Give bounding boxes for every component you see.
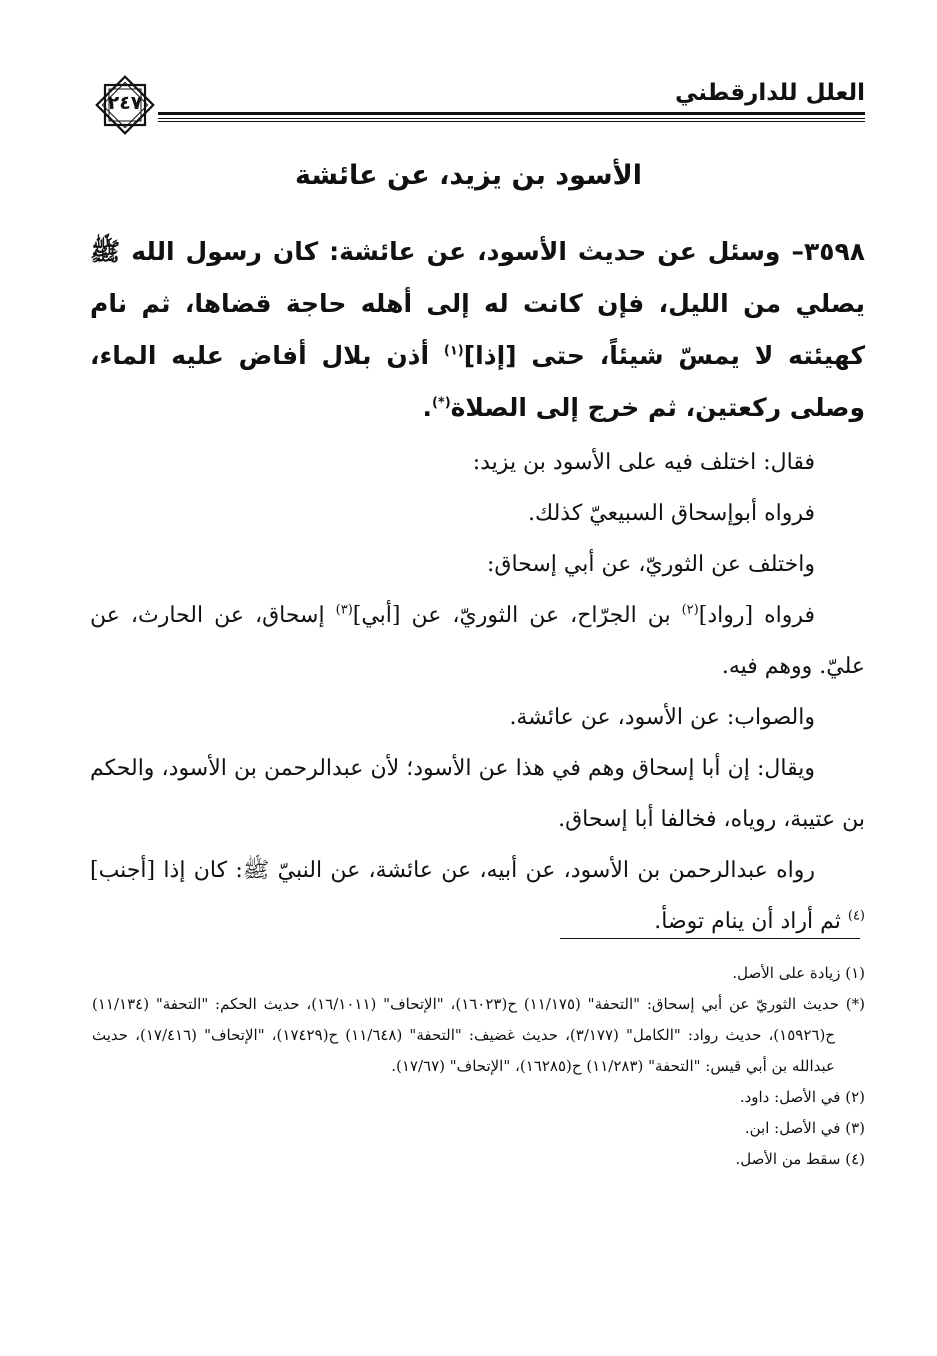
paragraph-1: فقال: اختلف فيه على الأسود بن يزيد: [472, 450, 815, 475]
section-title: الأسود بن يزيد، عن عائشة [295, 160, 642, 191]
hadith-paragraph [90, 226, 865, 434]
footnote-1: (١) زيادة على الأصل. [732, 964, 865, 982]
header-rules [158, 112, 865, 124]
footnote-ref-1: (١) [443, 343, 464, 359]
paragraph-4-b: بن الجرّاح، عن الثوريّ، عن [أبي] [352, 603, 682, 628]
footnote-ref-4: (٤) [847, 908, 865, 924]
paragraph-7-b: ثم أراد أن ينام توضأ. [654, 909, 848, 934]
header-rule-thin-2 [158, 121, 865, 122]
footnote-4: (٤) سقط من الأصل. [735, 1150, 865, 1168]
page-header [92, 72, 865, 142]
paragraph-3: واختلف عن الثوريّ، عن أبي إسحاق: [486, 552, 815, 577]
header-rule-thin-1 [158, 118, 865, 119]
paragraph-5: والصواب: عن الأسود، عن عائشة. [509, 705, 815, 730]
footnote-ref-3: (٣) [335, 602, 353, 618]
main-text [90, 226, 865, 947]
footnote-3: (٣) في الأصل: ابن. [744, 1119, 865, 1137]
footnotes [92, 958, 865, 1175]
paragraph-7-a: رواه عبدالرحمن بن الأسود، عن أبيه، عن عائشة، عن النبيّ ﷺ: كان إذا [أجنب] [90, 858, 815, 883]
footnote-separator [560, 938, 860, 939]
running-title: العلل للدارقطني [675, 80, 865, 106]
hadith-number: ٣٥٩٨– [791, 237, 865, 266]
footnote-ref-2: (٢) [681, 602, 699, 618]
page-number: ٢٤٧ [107, 92, 143, 114]
hadith-text-2: أذن بلال أفاض عليه الماء، وصلى ركعتين، ثم خرج إلى الصلاة [90, 341, 865, 422]
paragraph-4-c: إسحاق، عن الحارث، عن عليّ. ووهم فيه. [90, 603, 865, 679]
paragraph-2: فرواه أبوإسحاق السبيعيّ كذلك. [528, 501, 815, 526]
paragraph-4-a: فرواه [رواد] [698, 603, 815, 628]
paragraph-6: ويقال: إن أبا إسحاق وهم في هذا عن الأسود؛ لأن عبدالرحمن بن الأسود، والحكم بن عتيبة، روياه، فخالفا أبا إسحاق. [90, 756, 865, 832]
footnote-2: (٢) في الأصل: داود. [739, 1088, 865, 1106]
footnote-star: (*) حديث الثوريّ عن أبي إسحاق: "التحفة" (١١/١٧٥) ح(١٦٠٢٣)، "الإتحاف" (١٦/١٠١١)، حديث الحكم: "التحفة" (١١/١٣٤) ح(١٥٩٢٦)، حديث رواد: "الكامل" (٣/١٧٧)، حديث غضيف: "التحفة" (١١/٦٤٨) ح(١٧٤٢٩)، "الإتحاف" (١٧/٤١٦)، حديث عبدالله بن أبي قيس: "التحفة" (١١/٢٨٣) ح(١٦٢٨٥)، "الإتحاف" (١٧/٦٧). [92, 995, 865, 1075]
header-rule-thick [158, 112, 865, 115]
hadith-text-1: وسئل عن حديث الأسود، عن عائشة: كان رسول الله ﷺ يصلي من الليل، فإن كانت له إلى أهله حاجة قضاها، ثم نام كهيئته لا يمسّ شيئاً، حتى [إذا] [90, 237, 865, 370]
page-number-badge [92, 72, 158, 138]
footnote-ref-star: (*) [431, 395, 451, 411]
paragraph-7 [90, 845, 865, 947]
paragraph-4 [90, 590, 865, 692]
hadith-text-end: . [422, 393, 432, 422]
